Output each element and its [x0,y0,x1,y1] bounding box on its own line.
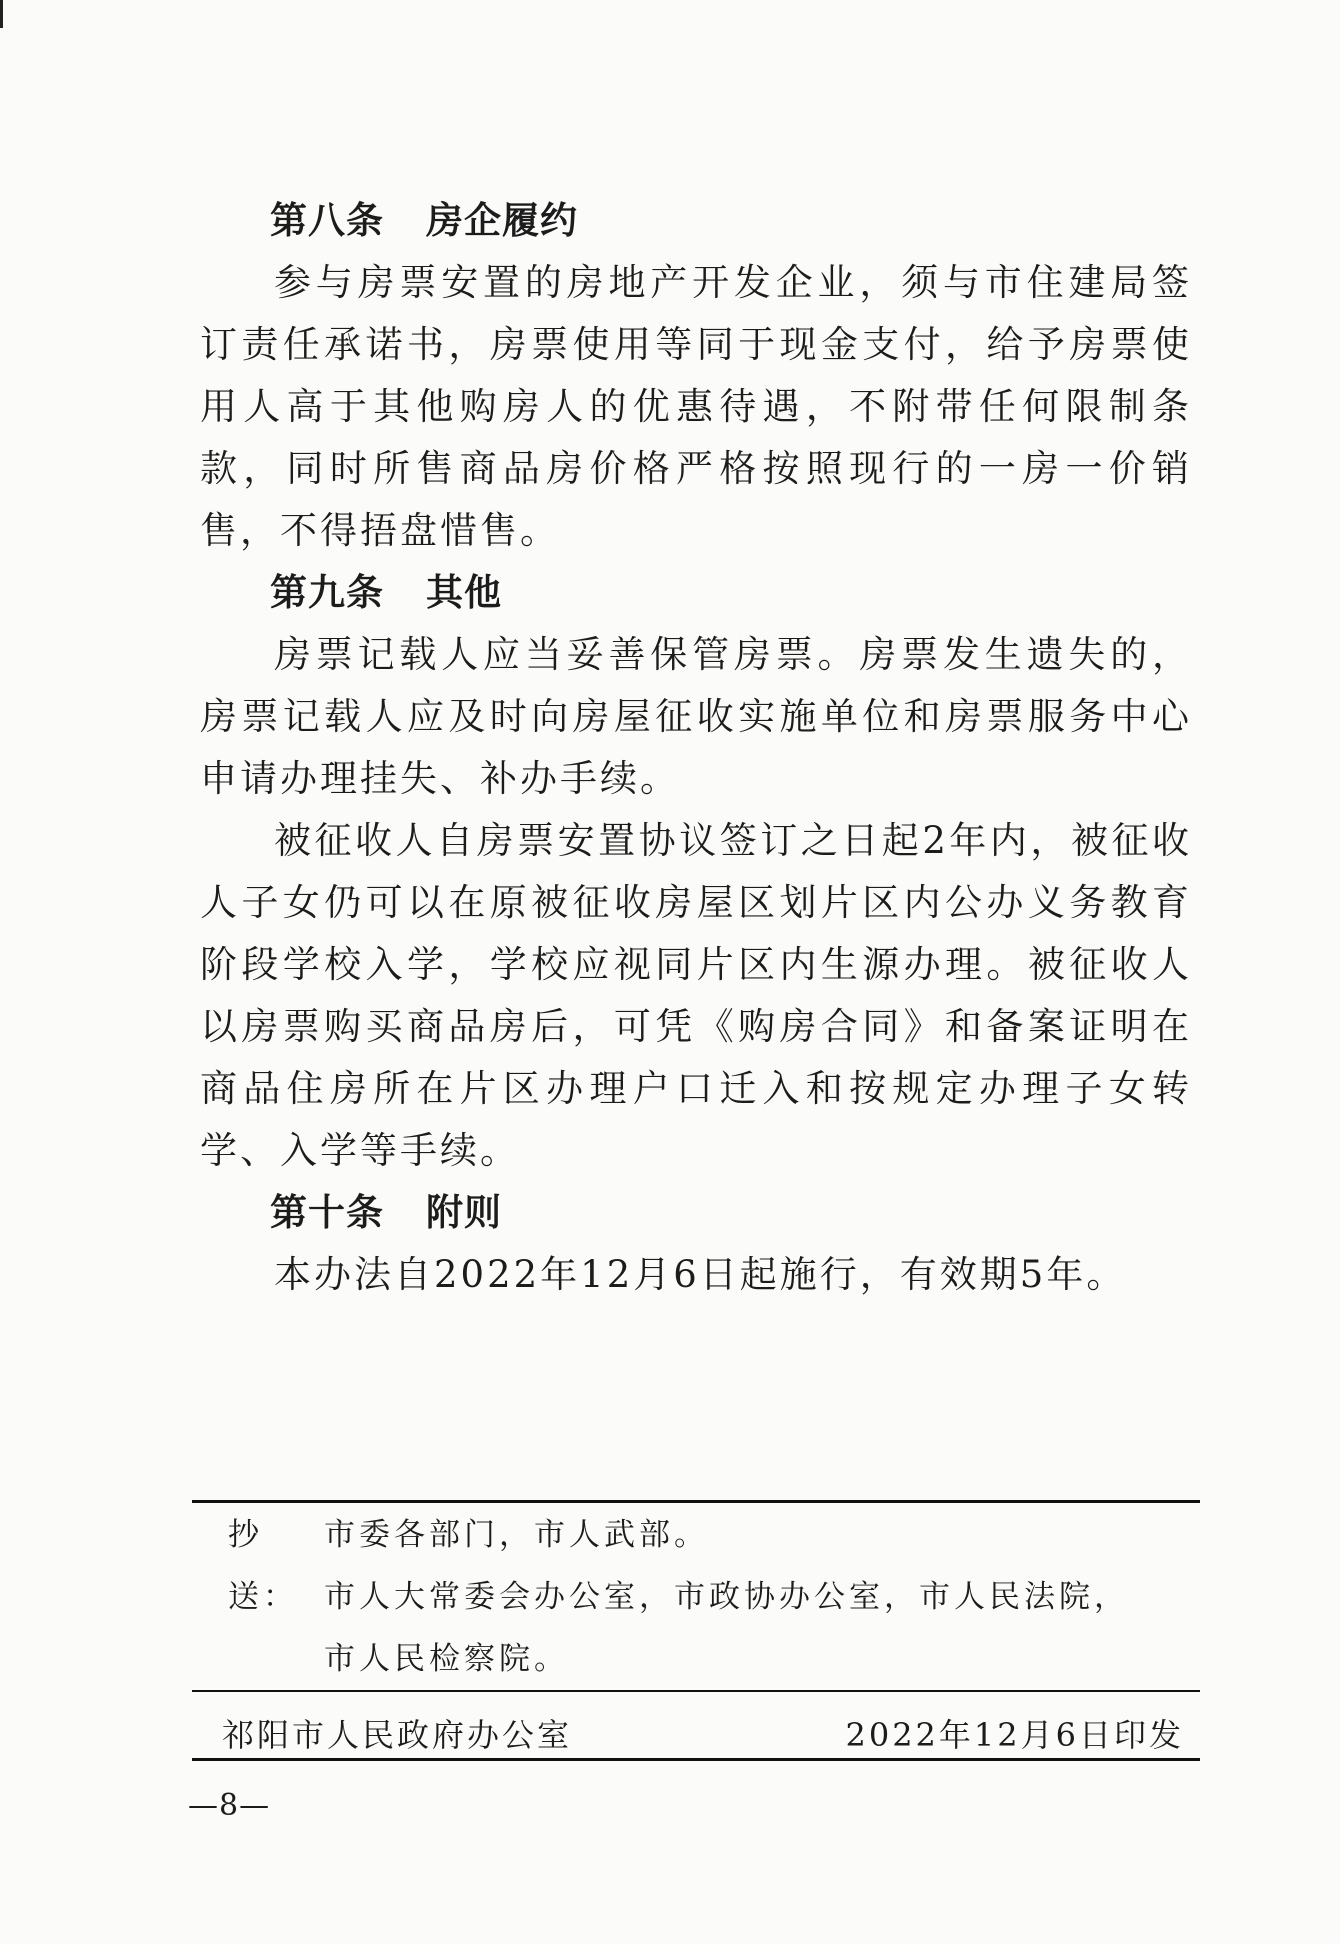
copy-to-line-3: 市人民检察院。 [324,1641,569,1677]
article-8-heading [200,190,1192,252]
issuer-bottom-rule [192,1758,1200,1761]
issuer-line [222,1710,1184,1756]
article-9-title: 其他 [426,571,502,614]
issue-date: 2022年12月6日印发 [845,1716,1184,1754]
scan-edge-mark [0,0,3,28]
article-8-number: 第八条 [270,199,384,242]
article-9-number: 第九条 [270,571,384,614]
document-body [200,190,1192,1306]
article-8-title: 房企履约 [426,199,578,242]
copy-to-line-2: 市人大常委会办公室，市政协办公室，市人民法院， [324,1579,1129,1615]
article-10-number: 第十条 [270,1191,384,1234]
article-10-heading [200,1182,1192,1244]
page-number: —8— [188,1788,271,1823]
copy-to-label: 抄送： [228,1517,298,1615]
article-10-title: 附则 [426,1191,502,1234]
article-9-paragraph-2: 被征收人自房票安置协议签订之日起2年内，被征收人子女仍可以在原被征收房屋区划片区内公办义务教育阶段学校入学，学校应视同片区内生源办理。被征收人以房票购买商品房后，可凭《购房合同》和备案证明在商品住房所在片区办理户口迁入和按规定办理子女转学、入学等手续。 [200,819,1192,1172]
article-9-heading [200,562,1192,624]
article-10-paragraph-1: 本办法自2022年12月6日起施行，有效期5年。 [274,1253,1127,1296]
article-8-paragraph-1: 参与房票安置的房地产开发企业，须与市住建局签订责任承诺书，房票使用等同于现金支付，给予房票使用人高于其他购房人的优惠待遇，不附带任何限制条款，同时所售商品房价格严格按照现行的一房一价销售，不得捂盘惜售。 [200,261,1192,552]
article-9-paragraph-1: 房票记载人应当妥善保管房票。房票发生遗失的，房票记载人应及时向房屋征收实施单位和房票服务中心申请办理挂失、补办手续。 [200,633,1192,800]
copy-to-line-1: 市委各部门，市人武部。 [324,1517,709,1553]
issuer-name: 祁阳市人民政府办公室 [222,1716,573,1754]
issuer-top-rule [192,1690,1200,1692]
copy-to-block [228,1504,1129,1690]
copy-to-top-rule [192,1500,1200,1503]
